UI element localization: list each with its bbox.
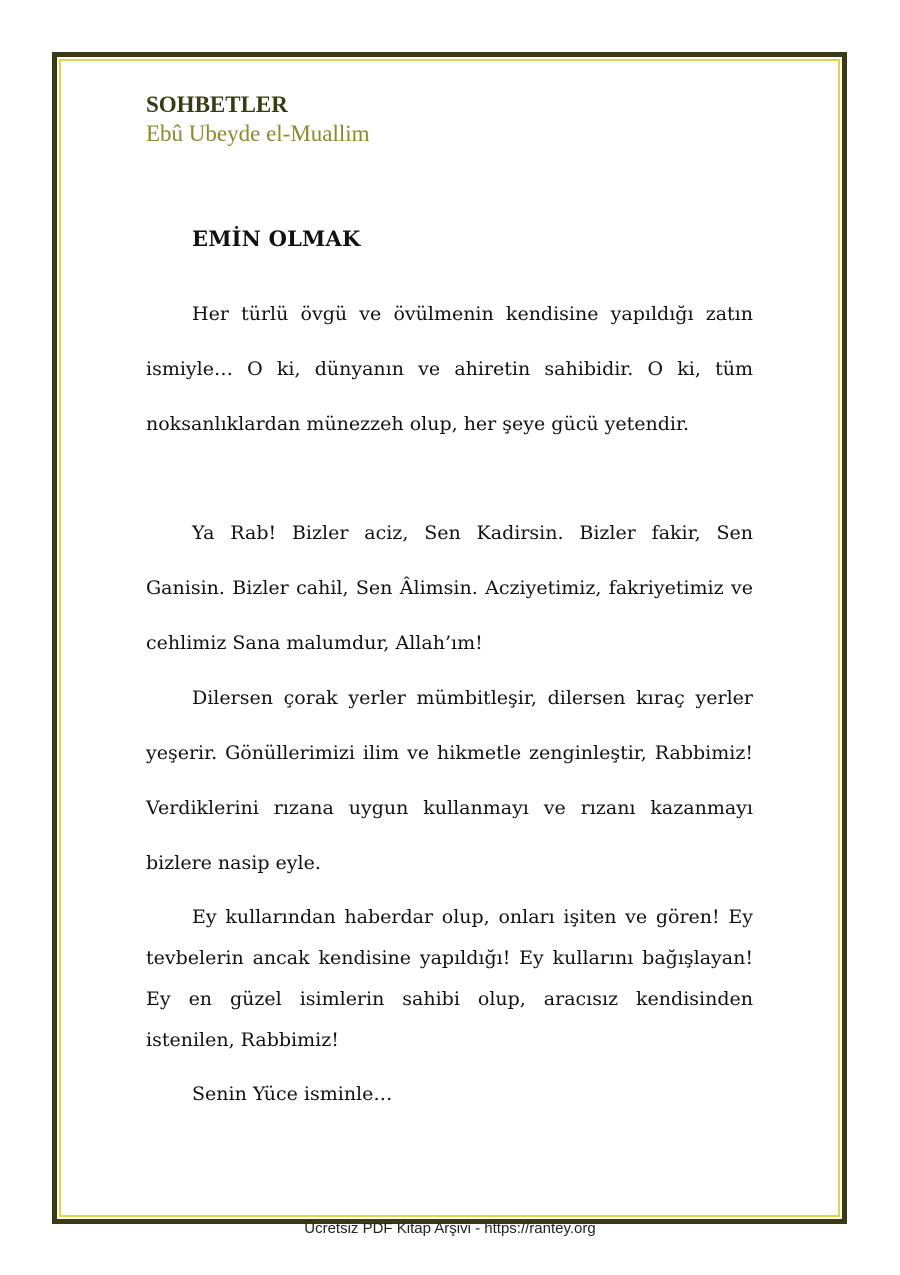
book-author: Ebû Ubeyde el-Muallim [146,121,370,146]
chapter-title: EMİN OLMAK [192,226,361,251]
paragraph-4: Ey kullarından haberdar olup, onları işiten ve gören! Ey tevbelerin ancak kendisine yapıldığı! Ey kullarını bağışlayan! Ey en güzel isimlerin sahibi olup, aracısız kendisinden istenilen, Rabbimiz! [146,906,753,1051]
paragraph-1: Her türlü övgü ve övülmenin kendisine yapıldığı zatın ismiyle… O ki, dünyanın ve ahiretin sahibidir. O ki, tüm noksanlıklardan münezzeh olup, her şeye gücü yetendir. [146,303,753,435]
paragraph-2: Ya Rab! Bizler aciz, Sen Kadirsin. Bizler fakir, Sen Ganisin. Bizler cahil, Sen Âlimsin. Acziyetimiz, fakriyetimiz ve cehlimiz Sana malumdur, Allah’ım! [146,522,753,654]
paragraph-3: Dilersen çorak yerler mümbitleşir, dilersen kıraç yerler yeşerir. Gönüllerimizi ilim ve hikmetle zenginleştir, Rabbimiz! Verdiklerini rızana uygun kullanmayı ve rızanı kazanmayı bizlere nasip eyle. [146,687,753,874]
book-title: SOHBETLER [146,92,288,117]
footer-text: Ücretsiz PDF Kitap Arşivi - https://rantey.org [304,1220,596,1237]
paragraph-5: Senin Yüce isminle… [192,1083,393,1105]
